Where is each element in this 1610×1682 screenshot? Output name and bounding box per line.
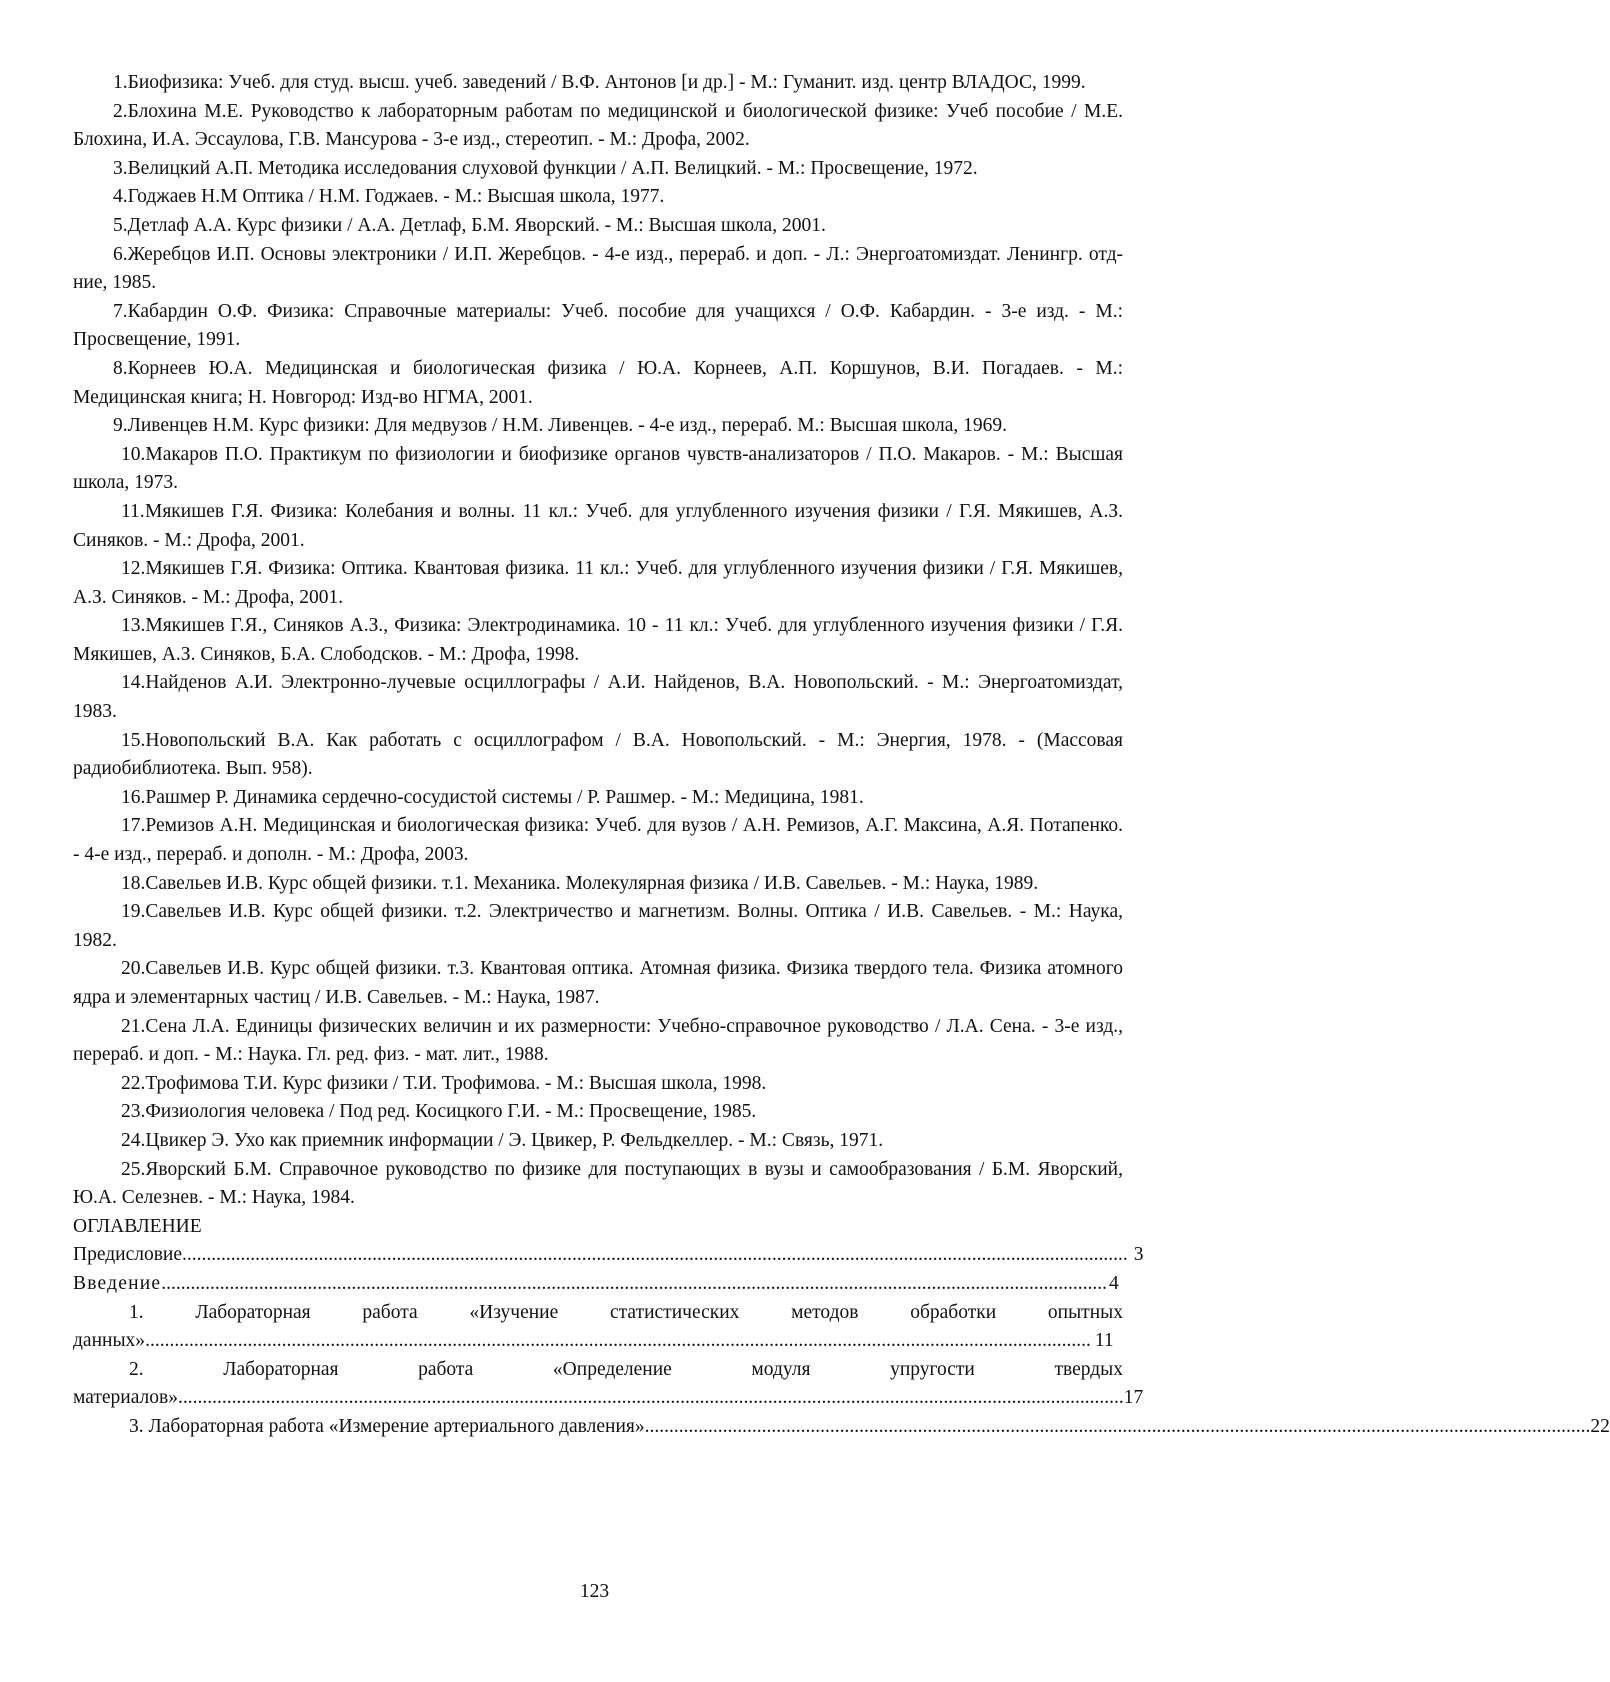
reference-text: Савельев И.В. Курс общей физики. т.1. Механика. Молекулярная физика / И.В. Савельев. - М.: Наука, 1989. (145, 872, 1039, 894)
reference-number: 7. (113, 300, 128, 322)
reference-item (73, 669, 1123, 726)
reference-text: Яворский Б.М. Справочное руководство по физике для поступающих в вузы и самообразования / Б.М. Яворский, Ю.А. Селезнев. - М.: Наука, 1984. (73, 1158, 1123, 1209)
reference-text: Велицкий А.П. Методика исследования слуховой функции / А.П. Велицкий. - М.: Просвещение, 1972. (127, 157, 978, 179)
reference-text: Ливенцев Н.М. Курс физики: Для медвузов / Н.М. Ливенцев. - 4-е изд., перераб. М.: Высшая школа, 1969. (127, 415, 1007, 437)
reference-item (73, 612, 1123, 669)
toc-entry-page: 17 (1123, 1387, 1144, 1409)
reference-number: 18. (121, 872, 146, 894)
reference-text: Сена Л.А. Единицы физических величин и их размерности: Учебно-справочное руководство / Л.А. Сена. - 3-е изд., перераб. и доп. - М.: Наука. Гл. ред. физ. - мат. лит., 1988. (73, 1015, 1123, 1066)
reference-number: 3. (113, 157, 128, 179)
reference-number: 16. (121, 786, 146, 808)
reference-item (73, 298, 1123, 355)
toc-entry-preface (73, 1241, 1144, 1270)
reference-text: Мякишев Г.Я. Физика: Колебания и волны. 11 кл.: Учеб. для углубленного изучения физики / Г.Я. Мякишев, А.З. Синяков. - М.: Дрофа, 2001. (73, 500, 1123, 551)
reference-item (73, 412, 1123, 441)
reference-item (73, 955, 1123, 1012)
reference-item (73, 241, 1123, 298)
toc-leader-dots: .................................................................................................................................................................................................. (182, 1244, 1128, 1266)
toc-lab-2-line1: 2. Лабораторная работа «Определение модуля упругости твердых (129, 1358, 1123, 1380)
reference-text: Мякишев Г.Я. Физика: Оптика. Квантовая физика. 11 кл.: Учеб. для углубленного изучения физики / Г.Я. Мякишев, А.З. Синяков. - М.: Дрофа, 2001. (73, 558, 1123, 608)
reference-text: Жеребцов И.П. Основы электроники / И.П. Жеребцов. - 4-е изд., перераб. и доп. - Л.: Энергоатомиздат. Ленингр. отд-ние, 1985. (73, 243, 1123, 294)
toc-leader-dots: .................................................................................................................................................................................................. (177, 1387, 1124, 1409)
reference-item (73, 555, 1123, 612)
reference-item (73, 898, 1123, 955)
reference-item (73, 498, 1123, 555)
reference-text: Детлаф А.А. Курс физики / А.А. Детлаф, Б.М. Яворский. - М.: Высшая школа, 2001. (127, 214, 826, 236)
reference-number: 5. (113, 214, 128, 236)
reference-item (73, 183, 1123, 212)
reference-number: 6. (113, 243, 128, 265)
reference-text: Годжаев Н.М Оптика / Н.М. Годжаев. - М.: Высшая школа, 1977. (127, 186, 665, 208)
reference-text: Найденов А.И. Электронно-лучевые осциллографы / А.И. Найденов, В.А. Новопольский. - М.: Энергоатомиздат, 1983. (73, 672, 1123, 723)
reference-number: 10. (121, 443, 146, 465)
reference-number: 24. (121, 1129, 146, 1151)
toc-entry-intro (73, 1270, 1119, 1299)
toc-entry-title: Предисловие (73, 1244, 183, 1266)
reference-text: Рашмер Р. Динамика сердечно-сосудистой системы / Р. Рашмер. - М.: Медицина, 1981. (145, 786, 864, 808)
toc-lab-1-line1: 1. Лабораторная работа «Изучение статистических методов обработки опытных (129, 1301, 1123, 1323)
reference-item (73, 212, 1123, 241)
reference-item (73, 155, 1123, 184)
reference-text: Биофизика: Учеб. для студ. высш. учеб. заведений / В.Ф. Антонов [и др.] - М.: Гуманит. изд. центр ВЛАДОС, 1999. (127, 72, 1086, 93)
reference-number: 20. (121, 958, 146, 980)
reference-item (73, 441, 1123, 498)
toc-entry-page: 4 (1108, 1272, 1119, 1294)
toc-entry-title: Введение (73, 1272, 162, 1294)
reference-item (73, 69, 1123, 98)
reference-item (73, 1013, 1123, 1070)
page-number: 123 (579, 1581, 610, 1602)
reference-item (73, 784, 1123, 813)
toc-heading: ОГЛАВЛЕНИЕ (73, 1215, 202, 1237)
reference-list (73, 69, 1123, 1213)
toc-lab-3 (73, 1413, 1610, 1442)
reference-number: 9. (113, 415, 128, 437)
reference-number: 2. (113, 100, 128, 122)
reference-text: Кабардин О.Ф. Физика: Справочные материалы: Учеб. пособие для учащихся / О.Ф. Кабардин. - 3-е изд. - М.: Просвещение, 1991. (73, 300, 1123, 351)
reference-text: Ремизов А.Н. Медицинская и биологическая физика: Учеб. для вузов / А.Н. Ремизов, А.Г. Максина, А.Я. Потапенко. - 4-е изд., перераб. и дополн. - М.: Дрофа, 2003. (73, 815, 1123, 866)
reference-text: Физиология человека / Под ред. Косицкого Г.И. - М.: Просвещение, 1985. (145, 1101, 757, 1123)
reference-number: 19. (121, 901, 146, 923)
reference-number: 21. (121, 1015, 146, 1037)
reference-number: 22. (121, 1072, 146, 1094)
reference-item (73, 1156, 1123, 1213)
reference-text: Цвикер Э. Ухо как приемник информации / Э. Цвикер, Р. Фельдкеллер. - М.: Связь, 1971. (145, 1129, 884, 1151)
toc-entry-page: 11 (1094, 1330, 1114, 1352)
toc-lab-2-line2 (73, 1384, 1144, 1413)
reference-number: 12. (121, 558, 146, 580)
reference-number: 15. (121, 729, 146, 751)
reference-text: Корнеев Ю.А. Медицинская и биологическая физика / Ю.А. Корнеев, А.П. Коршунов, В.И. Погадаев. - М.: Медицинская книга; Н. Новгород: Изд-во НГМА, 2001. (73, 357, 1123, 408)
reference-text: Блохина М.Е. Руководство к лабораторным работам по медицинской и биологической физике: Учеб пособие / М.Е. Блохина, И.А. Эссаулова, Г.В. Мансурова - 3-е изд., стереотип. - М.: Дрофа, 2002. (73, 100, 1123, 151)
reference-item (73, 1098, 1123, 1127)
reference-number: 23. (121, 1101, 146, 1123)
reference-item (73, 727, 1123, 784)
toc-leader-dots: .................................................................................................................................................................................................. (644, 1415, 1591, 1437)
reference-number: 1. (113, 72, 128, 93)
toc-leader-dots: .................................................................................................................................................................................................. (145, 1330, 1091, 1352)
reference-item (73, 1127, 1123, 1156)
reference-text: Макаров П.О. Практикум по физиологии и биофизике органов чувств-анализаторов / П.О. Макаров. - М.: Высшая школа, 1973. (73, 443, 1123, 494)
reference-text: Мякишев Г.Я., Синяков А.З., Физика: Электродинамика. 10 - 11 кл.: Учеб. для углубленного изучения физики / Г.Я. Мякишев, А.З. Синяков, Б.А. Слободсков. - М.: Дрофа, 1998. (73, 615, 1123, 665)
reference-text: Савельев И.В. Курс общей физики. т.2. Электричество и магнетизм. Волны. Оптика / И.В. Савельев. - М.: Наука, 1982. (73, 901, 1123, 951)
toc-entry-page: 3 (1133, 1244, 1144, 1266)
document-page (73, 69, 1610, 1442)
reference-number: 4. (113, 186, 128, 208)
reference-item (73, 98, 1123, 155)
reference-text: Трофимова Т.И. Курс физики / Т.И. Трофимова. - М.: Высшая школа, 1998. (145, 1072, 767, 1094)
toc-entry-title: материалов» (73, 1387, 178, 1409)
reference-item (73, 1070, 1123, 1099)
reference-text: Новопольский В.А. Как работать с осциллографом / В.А. Новопольский. - М.: Энергия, 1978. - (Массовая радиобиблиотека. Вып. 958). (73, 729, 1123, 780)
reference-number: 25. (121, 1158, 146, 1180)
toc-leader-dots: .................................................................................................................................................................................................. (161, 1272, 1107, 1294)
toc-lab-1-line2 (73, 1327, 1114, 1356)
toc-entry-title: 3. Лабораторная работа «Измерение артериального давления» (129, 1415, 645, 1437)
toc-entry-title: данных» (73, 1330, 146, 1352)
reference-number: 13. (121, 615, 146, 637)
toc-entry-page: 22 (1590, 1415, 1610, 1437)
reference-item (73, 355, 1123, 412)
reference-number: 17. (121, 815, 146, 837)
reference-text: Савельев И.В. Курс общей физики. т.3. Квантовая оптика. Атомная физика. Физика твердого тела. Физика атомного ядра и элементарных частиц / И.В. Савельев. - М.: Наука, 1987. (73, 958, 1123, 1008)
reference-item (73, 870, 1123, 899)
reference-number: 11. (121, 500, 145, 522)
reference-number: 14. (121, 672, 146, 694)
reference-item (73, 812, 1123, 869)
reference-number: 8. (113, 357, 128, 379)
